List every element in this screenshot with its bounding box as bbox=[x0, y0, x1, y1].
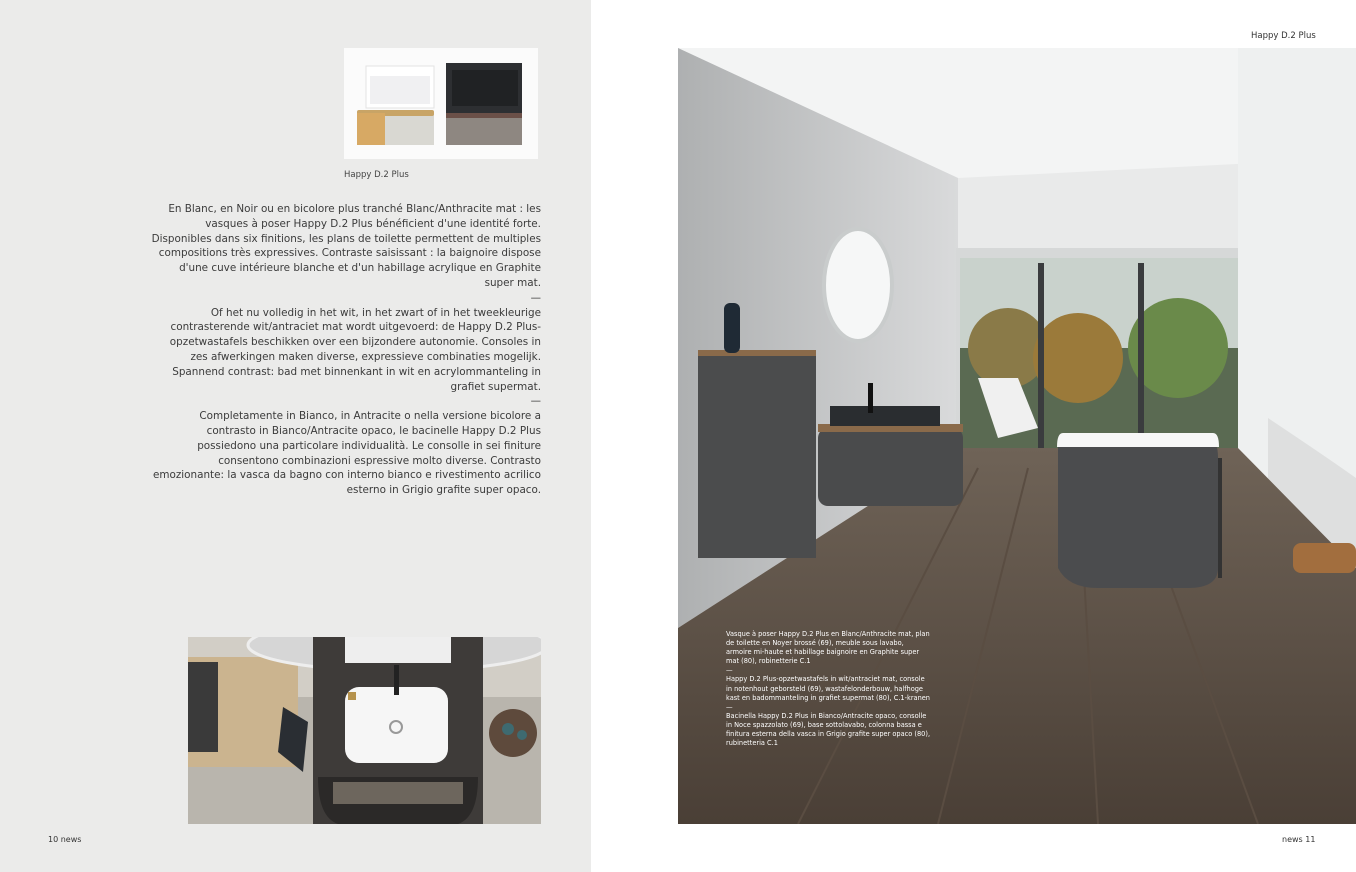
overhead-basin-photo bbox=[188, 637, 541, 824]
product-swatch-image bbox=[344, 48, 538, 159]
image-caption: Happy D.2 Plus bbox=[344, 170, 409, 180]
page-number-left: 10 news bbox=[48, 835, 82, 844]
caption-italian: Bacinella Happy D.2 Plus in Bianco/Antracite opaco, consolle in Noce spazzolato (69), base sottolavabo, colonna bassa e finitura esterna della vasca in Grigio grafite super opaco (80), rubinetteria C.1 bbox=[726, 711, 931, 748]
paragraph-dutch: Of het nu volledig in het wit, in het zwart of in het tweekleurige contrasterende wit/antraciet mat wordt uitgevoerd: de Happy D.2 Plus-opzetwastafels beschikken over een bijzondere autonomie. Consoles in zes afwerkingen maken diverse, expressieve combinaties mogelijk. Spannend contrast: bad met binnenkant in wit en acrylommanteling in grafiet supermat. bbox=[169, 306, 541, 393]
separator-dash: — bbox=[530, 291, 541, 304]
caption-dutch: Happy D.2 Plus-opzetwastafels in wit/antraciet mat, console in notenhout geborsteld (69), wastafelonderbouw, halfhoge kast en badommanteling in grafiet supermat (80), C.1-kranen bbox=[726, 675, 930, 702]
page-number-right: news 11 bbox=[1282, 835, 1316, 844]
paragraph-italian: Completamente in Bianco, in Antracite o nella versione bicolore a contrasto in Bianco/Antracite opaco, le bacinelle Happy D.2 Plus possiedono una particolare individualità. Le consolle in sei finiture consentono combinazioni espressive molto diverse. Contrasto emozionante: la vasca da bagno con interno bianco e rivestimento acrilico esterno in Grigio grafite super opaco. bbox=[152, 410, 541, 497]
running-header: Happy D.2 Plus bbox=[1251, 31, 1316, 41]
separator-dash: — bbox=[726, 666, 733, 675]
left-page bbox=[0, 0, 591, 872]
separator-dash: — bbox=[530, 395, 541, 408]
body-text bbox=[150, 202, 541, 498]
separator-dash: — bbox=[726, 702, 733, 711]
caption-french: Vasque à poser Happy D.2 Plus en Blanc/Anthracite mat, plan de toilette en Noyer brossé (69), meuble sous lavabo, armoire mi-haute et habillage baignoire en Graphite super mat (80), robinetterie C.1 bbox=[726, 630, 930, 666]
paragraph-french: En Blanc, en Noir ou en bicolore plus tranché Blanc/Anthracite mat : les vasques à poser Happy D.2 Plus bénéficient d'une identité forte. Disponibles dans six finitions, les plans de toilette permettent de multiples compositions très expressives. Contraste saisissant : la baignoire dispose d'une cuve intérieure blanche et d'un habillage acrylique en Graphite super mat. bbox=[151, 203, 541, 289]
photo-caption bbox=[726, 630, 931, 748]
